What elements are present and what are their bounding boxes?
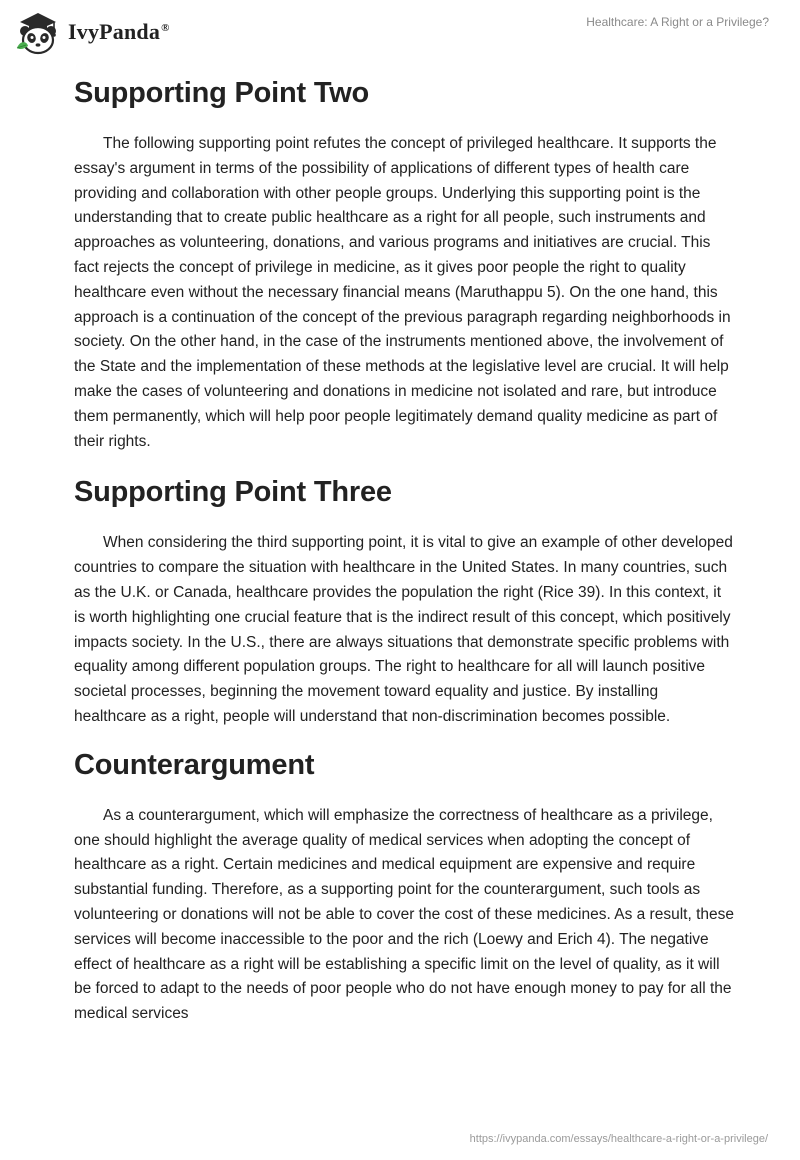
- section-heading: Supporting Point Two: [74, 77, 370, 109]
- section-heading: Counterargument: [74, 748, 315, 781]
- logo-wordmark: IvyPanda®: [68, 19, 170, 44]
- section-paragraph: When considering the third supporting point, it is vital to give an example of other developed countries to compare the situation with healthcare in the United States. In many countries, such as the U.K. or Canada, healthcare provides the population the right (Rice 39). In this context, it is worth highlighting one crucial feature that is the indirect result of this concept, which positively impacts society. In the U.S., there are always situations that demonstrate specific problems with equality among different population groups. The right to healthcare for all will launch positive societal processes, beginning the movement toward equality and justice. By installing healthcare as a right, people will understand that non-discrimination becomes possible.: [74, 534, 733, 725]
- section-paragraph: The following supporting point refutes the concept of privileged healthcare. It supports the essay's argument in terms of the possibility of applications of different types of health care providing and collaboration with other people groups. Underlying this supporting point is the understanding that to create public healthcare as a right for all people, such instruments and approaches as volunteering, donations, and various programs and initiatives are crucial. This fact rejects the concept of privilege in medicine, as it gives poor people the right to quality healthcare even without the necessary financial means (Maruthappu 5). On the one hand, this approach is a continuation of the concept of the previous paragraph regarding neighborhoods in society. On the other hand, in the case of the instruments mentioned above, the involvement of the State and the implementation of these methods at the legislative level are crucial. It will help make the cases of volunteering and donations in medicine not isolated and rare, but introduce them permanently, which will help poor people legitimately demand quality medicine as part of their rights.: [74, 135, 731, 450]
- section-heading: Supporting Point Three: [74, 476, 392, 509]
- section-paragraph: As a counterargument, which will emphasize the correctness of healthcare as a privilege, one should highlight the average quality of medical services when adopting the concept of healthcare as a right. Certain medicines and medical equipment are expensive and require substantial funding. Therefore, as a supporting point for the counterargument, such tools as volunteering or donations will not be able to cover the cost of these medicines. As a result, these services will become inaccessible to the poor and the rich (Loewy and Erich 4). The negative effect of healthcare as a right will be establishing a specific limit on the level of quality, as it will be forced to adapt to the needs of poor people who do not have enough money to pay for all the medical services: [74, 806, 734, 1023]
- source-url[interactable]: https://ivypanda.com/essays/healthcare-a-right-or-a-privilege/: [469, 1133, 768, 1145]
- panda-logo-icon: [14, 8, 62, 56]
- page-header: [0, 0, 800, 64]
- document-title: Healthcare: A Right or a Privilege?: [586, 15, 769, 29]
- ivypanda-logo[interactable]: [14, 8, 170, 56]
- essay-content: [74, 70, 734, 1027]
